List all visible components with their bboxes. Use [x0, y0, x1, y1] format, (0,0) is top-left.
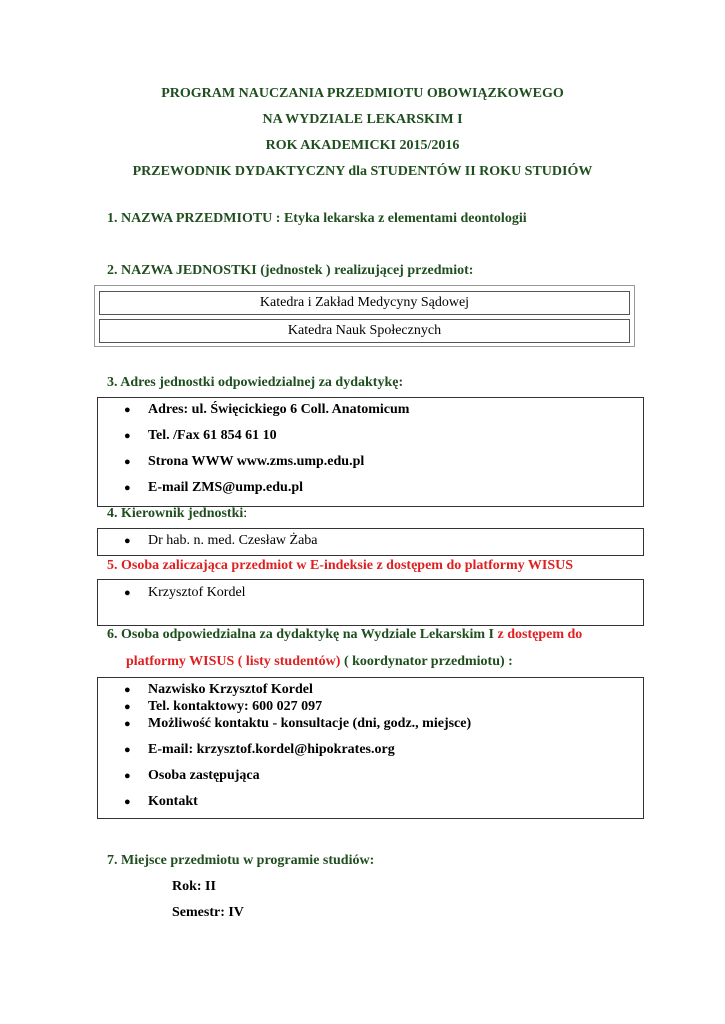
- year-value: Rok: II: [172, 879, 216, 894]
- section-6-label-part3: platformy WISUS ( listy studentów): [126, 654, 341, 669]
- phone-fax: Tel. /Fax 61 854 61 10: [148, 428, 277, 443]
- section-4-colon: :: [243, 506, 248, 521]
- doc-title-line-1: PROGRAM NAUCZANIA PRZEDMIOTU OBOWIĄZKOWEGO: [161, 86, 564, 101]
- bullet-icon: ●: [124, 456, 131, 468]
- address-line: Adres: ul. Święcickiego 6 Coll. Anatomicum: [148, 402, 410, 417]
- bullet-icon: ●: [124, 587, 131, 599]
- bullet-icon: ●: [124, 430, 131, 442]
- coordinator-email: E-mail: krzysztof.kordel@hipokrates.org: [148, 742, 395, 757]
- examiner-name: Krzysztof Kordel: [148, 585, 246, 600]
- bullet-icon: ●: [124, 482, 131, 494]
- coordinator-deputy: Osoba zastępująca: [148, 768, 260, 783]
- doc-title-line-4: PRZEWODNIK DYDAKTYCZNY dla STUDENTÓW II ROKU STUDIÓW: [132, 164, 593, 179]
- bullet-icon: ●: [124, 404, 131, 416]
- section-6-heading-line-2: [126, 654, 513, 670]
- email: E-mail ZMS@ump.edu.pl: [148, 480, 303, 495]
- coordinator-name: Nazwisko Krzysztof Kordel: [148, 682, 313, 697]
- coordinator-contact: Kontakt: [148, 794, 198, 809]
- section-5-heading: 5. Osoba zaliczająca przedmiot w E-indeksie z dostępem do platformy WISUS: [107, 558, 573, 573]
- bullet-icon: ●: [124, 684, 131, 696]
- section-6-label-part2: z dostępem do: [497, 627, 583, 642]
- doc-title-line-2: NA WYDZIALE LEKARSKIM I: [262, 112, 463, 127]
- bullet-icon: ●: [124, 770, 131, 782]
- section-4-label: 4. Kierownik jednostki: [107, 506, 244, 521]
- section-6-label-part4: ( koordynator przedmiotu) :: [343, 654, 513, 669]
- unit-row: Katedra i Zakład Medycyny Sądowej: [99, 291, 630, 315]
- section-4-heading: [107, 506, 247, 522]
- section-1-heading: 1. NAZWA PRZEDMIOTU : Etyka lekarska z elementami deontologii: [107, 211, 527, 226]
- coordinator-phone: Tel. kontaktowy: 600 027 097: [148, 699, 323, 714]
- coordinator-consultations: Możliwość kontaktu - konsultacje (dni, godz., miejsce): [148, 716, 472, 731]
- website: Strona WWW www.zms.ump.edu.pl: [148, 454, 365, 469]
- head-name: Dr hab. n. med. Czesław Żaba: [148, 533, 318, 548]
- bullet-icon: ●: [124, 701, 131, 713]
- section-6-heading-line-1: [107, 627, 582, 643]
- section-3-heading: 3. Adres jednostki odpowiedzialnej za dydaktykę:: [107, 375, 404, 390]
- section-2-heading: 2. NAZWA JEDNOSTKI (jednostek ) realizującej przedmiot:: [107, 263, 474, 278]
- bullet-icon: ●: [124, 796, 131, 808]
- semester-value: Semestr: IV: [172, 905, 244, 920]
- units-table: [94, 285, 635, 347]
- bullet-icon: ●: [124, 744, 131, 756]
- bullet-icon: ●: [124, 535, 131, 547]
- section-7-heading: 7. Miejsce przedmiotu w programie studiów:: [107, 853, 375, 868]
- bullet-icon: ●: [124, 718, 131, 730]
- unit-row: Katedra Nauk Społecznych: [99, 319, 630, 343]
- section-6-label-part1: 6. Osoba odpowiedzialna za dydaktykę na Wydziale Lekarskim I: [107, 627, 495, 642]
- doc-title-line-3: ROK AKADEMICKI 2015/2016: [265, 138, 460, 153]
